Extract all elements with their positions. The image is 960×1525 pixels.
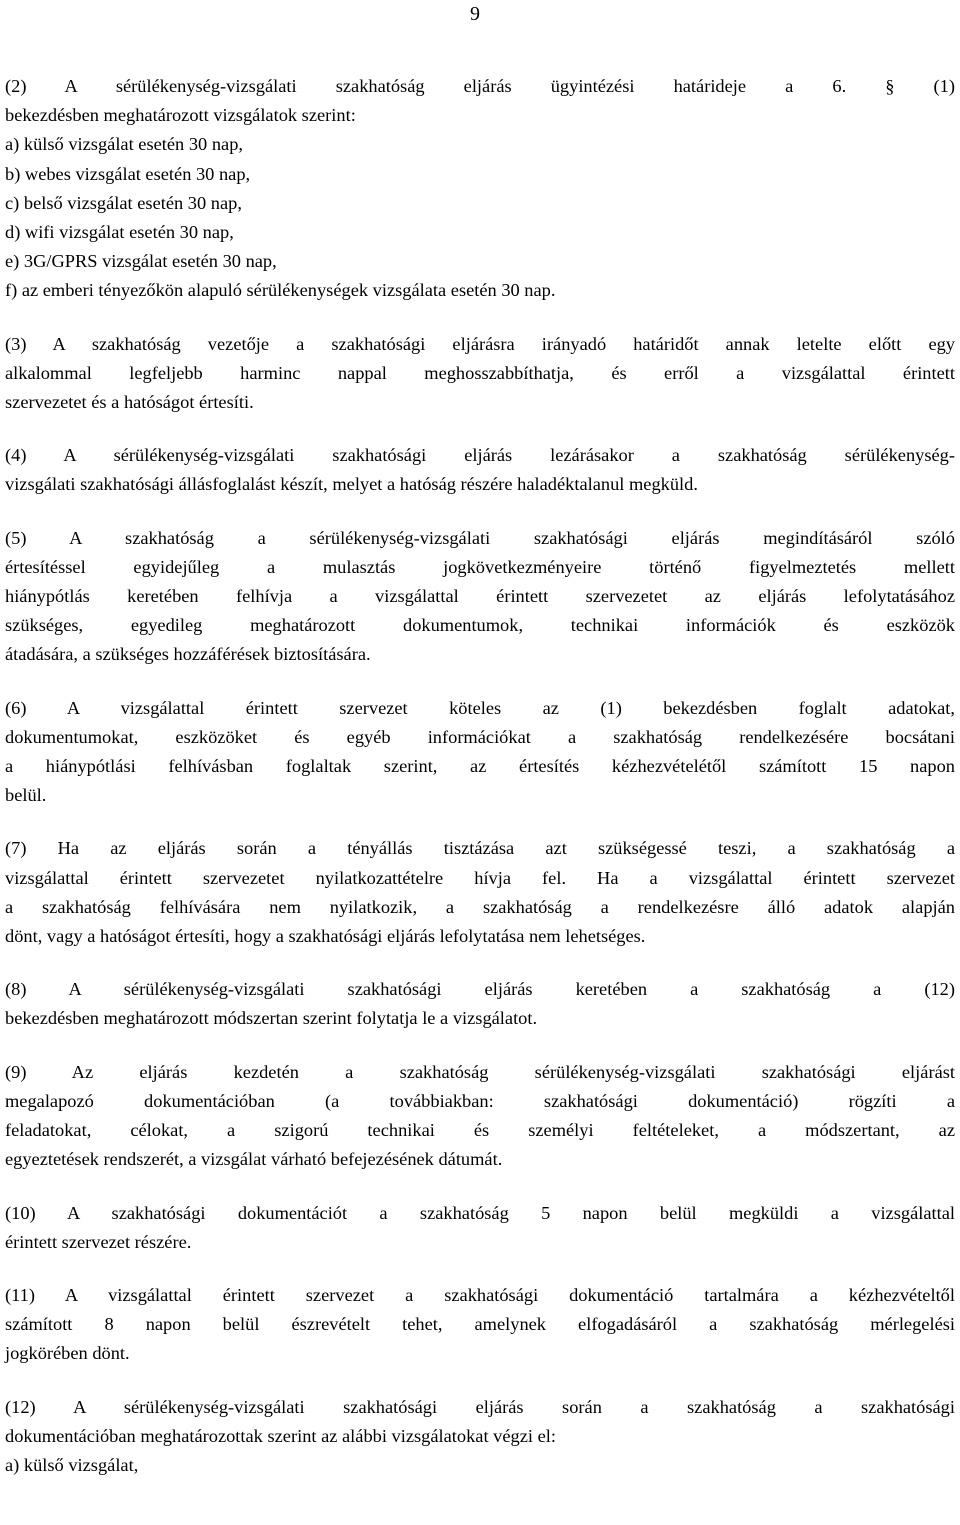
paragraph-2 xyxy=(5,72,955,306)
paragraph-line: belül. xyxy=(5,785,47,806)
paragraph-line: értesítéssel egyidejűleg a mulasztás jogkövetkezményeire történő figyelmeztetés mellett xyxy=(5,556,955,577)
paragraph-line: bekezdésben meghatározott vizsgálatok szerint: xyxy=(5,105,356,126)
paragraph-10 xyxy=(5,1199,955,1257)
paragraph-line: vizsgálattal érintett szervezetet nyilatkozattételre hívja fel. Ha a vizsgálattal érintett szervezet xyxy=(5,867,955,888)
paragraph-line: (3) A szakhatóság vezetője a szakhatósági eljárásra irányadó határidőt annak letelte előtt egy xyxy=(5,333,955,354)
paragraph-line: megalapozó dokumentációban (a továbbiakban: szakhatósági dokumentáció) rögzíti a xyxy=(5,1090,955,1111)
paragraph-line: (5) A szakhatóság a sérülékenység-vizsgálati szakhatósági eljárás megindításáról szóló xyxy=(5,527,955,548)
paragraph-5 xyxy=(5,524,955,670)
paragraph-line: (11) A vizsgálattal érintett szervezet a szakhatósági dokumentáció tartalmára a kézhezvételtől xyxy=(5,1284,955,1305)
paragraph-line: (8) A sérülékenység-vizsgálati szakhatósági eljárás keretében a szakhatóság a (12) xyxy=(5,979,955,1000)
paragraph-line: (10) A szakhatósági dokumentációt a szakhatóság 5 napon belül megküldi a vizsgálattal xyxy=(5,1202,955,1223)
paragraph-line: (9) Az eljárás kezdetén a szakhatóság sérülékenység-vizsgálati szakhatósági eljárást xyxy=(5,1061,955,1082)
paragraph-line: (2) A sérülékenység-vizsgálati szakhatóság eljárás ügyintézési határideje a 6. § (1) xyxy=(5,76,955,96)
list-item: a) külső vizsgálat, xyxy=(5,1454,139,1475)
paragraph-line: (12) A sérülékenység-vizsgálati szakhatósági eljárás során a szakhatóság a szakhatósági xyxy=(5,1396,955,1417)
list-item: e) 3G/GPRS vizsgálat esetén 30 nap, xyxy=(5,251,277,272)
paragraph-3 xyxy=(5,330,955,418)
paragraph-line: dokumentumokat, eszközöket és egyéb információkat a szakhatóság rendelkezésére bocsátani xyxy=(5,726,955,747)
paragraph-line: feladatokat, célokat, a szigorú technikai és személyi feltételeket, a módszertant, az xyxy=(5,1120,955,1141)
paragraph-line: dokumentációban meghatározottak szerint az alábbi vizsgálatokat végzi el: xyxy=(5,1425,556,1446)
paragraph-line: alkalommal legfeljebb harminc nappal meghosszabbíthatja, és erről a vizsgálattal érintett xyxy=(5,362,955,383)
paragraph-8 xyxy=(5,975,955,1033)
paragraph-line: bekezdésben meghatározott módszertan szerint folytatja le a vizsgálatot. xyxy=(5,1008,538,1029)
paragraph-line: egyeztetések rendszerét, a vizsgálat várható befejezésének dátumát. xyxy=(5,1149,503,1170)
paragraph-6 xyxy=(5,694,955,811)
paragraph-line: érintett szervezet részére. xyxy=(5,1231,192,1252)
list-item: f) az emberi tényezőkön alapuló sérülékenységek vizsgálata esetén 30 nap. xyxy=(5,280,556,301)
paragraph-line: (4) A sérülékenység-vizsgálati szakhatósági eljárás lezárásakor a szakhatóság sérülékenység- xyxy=(5,445,955,466)
paragraph-line: vizsgálati szakhatósági állásfoglalást készít, melyet a hatóság részére haladéktalanul megküld. xyxy=(5,474,698,495)
paragraph-line: a szakhatóság felhívására nem nyilatkozik, a szakhatóság a rendelkezésre álló adatok alapján xyxy=(5,896,955,917)
document-body xyxy=(5,72,955,1504)
paragraph-line: jogkörében dönt. xyxy=(5,1343,130,1364)
paragraph-line: átadására, a szükséges hozzáférések biztosítására. xyxy=(5,644,371,665)
paragraph-11 xyxy=(5,1281,955,1369)
paragraph-4 xyxy=(5,441,955,499)
paragraph-line: a hiánypótlási felhívásban foglaltak szerint, az értesítés kézhezvételétől számított 15 napon xyxy=(5,756,955,777)
paragraph-line: szükséges, egyedileg meghatározott dokumentumok, technikai információk és eszközök xyxy=(5,615,955,636)
list-item: a) külső vizsgálat esetén 30 nap, xyxy=(5,134,243,155)
list-item: b) webes vizsgálat esetén 30 nap, xyxy=(5,163,251,184)
paragraph-7 xyxy=(5,834,955,951)
paragraph-line: (6) A vizsgálattal érintett szervezet köteles az (1) bekezdésben foglalt adatokat, xyxy=(5,697,955,718)
page-number: 9 xyxy=(470,3,480,25)
paragraph-line: számított 8 napon belül észrevételt tehet, amelynek elfogadásáról a szakhatóság mérlegelési xyxy=(5,1314,955,1335)
paragraph-line: szervezetet és a hatóságot értesíti. xyxy=(5,392,254,413)
paragraph-line: dönt, vagy a hatóságot értesíti, hogy a szakhatósági eljárás lefolytatása nem lehetséges. xyxy=(5,926,646,947)
paragraph-12 xyxy=(5,1393,955,1481)
list-item: d) wifi vizsgálat esetén 30 nap, xyxy=(5,222,234,243)
paragraph-9 xyxy=(5,1058,955,1175)
paragraph-line: hiánypótlás keretében felhívja a vizsgálattal érintett szervezetet az eljárás lefolytatásához xyxy=(5,586,955,607)
list-item: c) belső vizsgálat esetén 30 nap, xyxy=(5,192,242,213)
paragraph-line: (7) Ha az eljárás során a tényállás tisztázása azt szükségessé teszi, a szakhatóság a xyxy=(5,838,955,859)
